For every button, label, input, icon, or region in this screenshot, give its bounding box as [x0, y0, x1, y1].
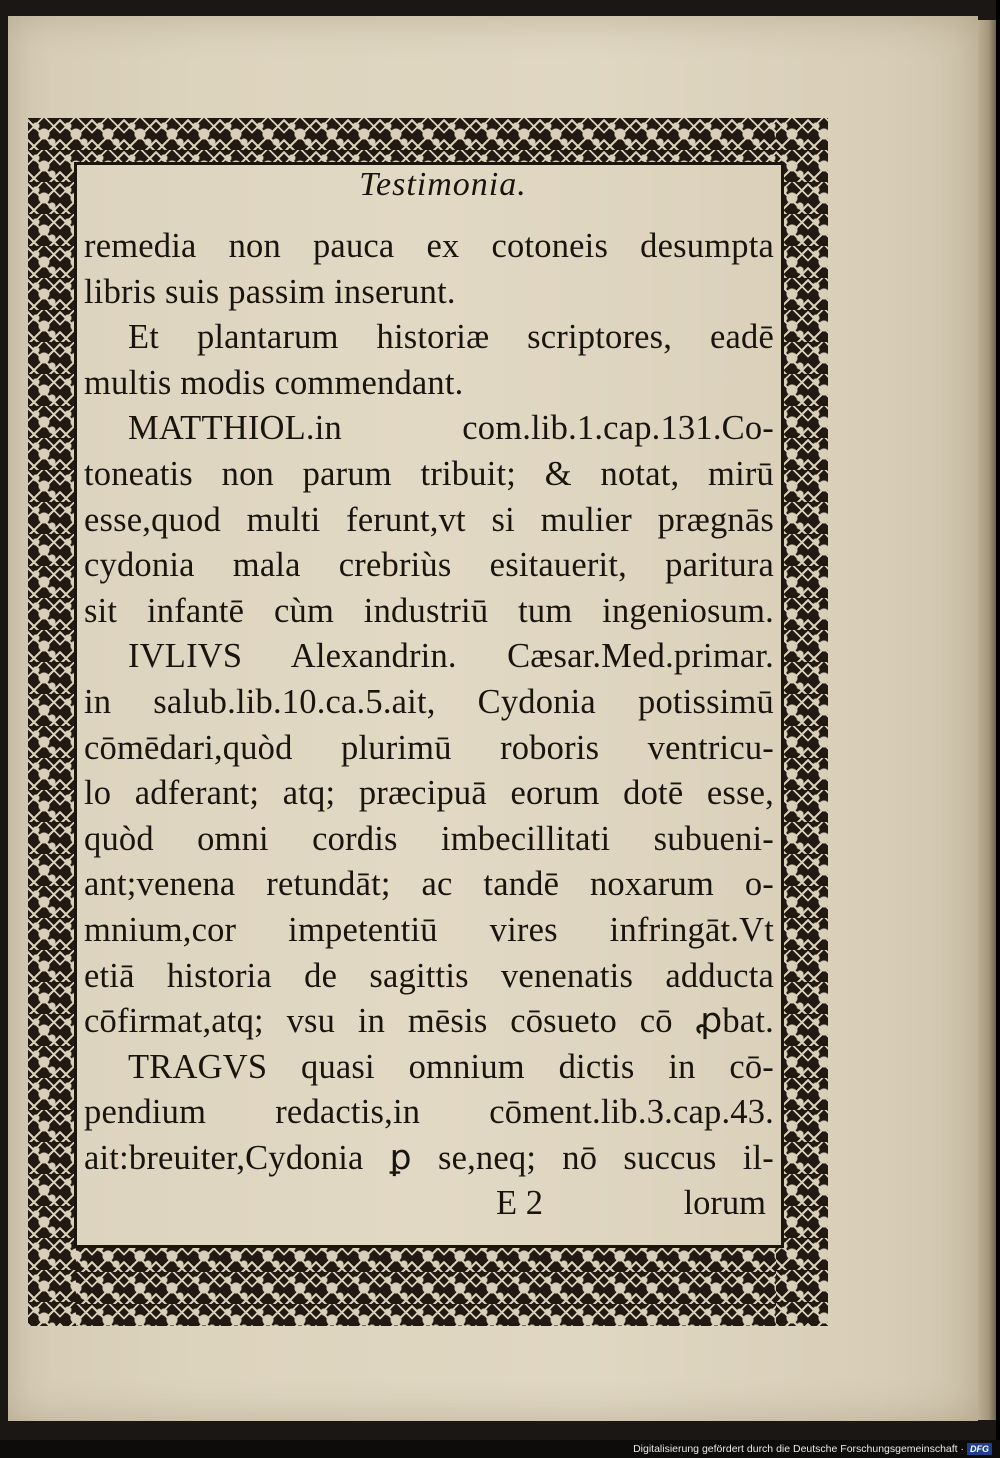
- scan-edge-bar: [996, 0, 1000, 1440]
- text-line: mnium,cor impetentiū vires infringāt.Vt: [84, 910, 774, 949]
- text-line: etiā historia de sagittis venenatis adducta: [84, 956, 774, 995]
- text-line: cōmēdari,quòd plurimū roboris ventricu-: [84, 728, 774, 767]
- text-line: TRAGVS quasi omnium dictis in cō-: [128, 1047, 774, 1086]
- running-head: Testimonia.: [359, 166, 527, 203]
- text-line: MATTHIOL.in com.lib.1.cap.131.Co-: [128, 409, 774, 448]
- text-line: cōfirmat,atq; vsu in mēsis cōsueto cō ꝓbat.: [84, 1002, 774, 1041]
- ornamental-border-top: [28, 118, 828, 164]
- text-line: sit infantē cùm industriū tum ingeniosum.: [84, 591, 774, 630]
- catchword: lorum: [683, 1184, 766, 1222]
- body-text: [84, 224, 774, 1181]
- ornamental-border-left: [28, 118, 76, 1326]
- text-line: esse,quod multi ferunt,vt si mulier prægnās: [84, 500, 774, 539]
- text-line: lo adferant; atq; præcipuā eorum dotē esse,: [84, 774, 774, 813]
- text-line: quòd omni cordis imbecillitati subueni-: [84, 819, 774, 858]
- signature-mark: E 2: [496, 1184, 543, 1222]
- page-footer: [84, 1184, 766, 1230]
- text-line: remedia non pauca ex cotoneis desumpta: [84, 227, 774, 265]
- text-line: cydonia mala crebriùs esitauerit, paritura: [84, 546, 774, 585]
- text-line: multis modis commendant.: [84, 363, 464, 402]
- text-line: toneatis non parum tribuit; & notat, mirū: [84, 454, 774, 493]
- credit-text: Digitalisierung gefördert durch die Deutsche Forschungsgemeinschaft ·: [633, 1443, 964, 1455]
- dfg-logo: DFG: [967, 1443, 992, 1455]
- text-line: ant;venena retundāt; ac tandē noxarum o-: [84, 865, 774, 904]
- text-line: Et plantarum historiæ scriptores, eadē: [128, 318, 774, 357]
- text-line: pendium redactis,in cōment.lib.3.cap.43.: [84, 1093, 774, 1132]
- text-line: ait:breuiter,Cydonia ꝑ se,neq; nō succus il-: [84, 1138, 774, 1177]
- page-edge: [978, 20, 996, 1420]
- ornamental-border-bottom: [28, 1240, 828, 1326]
- text-line: in salub.lib.10.ca.5.ait, Cydonia potissimū: [84, 682, 774, 721]
- text-line: IVLIVS Alexandrin. Cæsar.Med.primar.: [128, 637, 774, 676]
- digitization-credit: [633, 1440, 992, 1458]
- text-line: libris suis passim inserunt.: [84, 272, 456, 311]
